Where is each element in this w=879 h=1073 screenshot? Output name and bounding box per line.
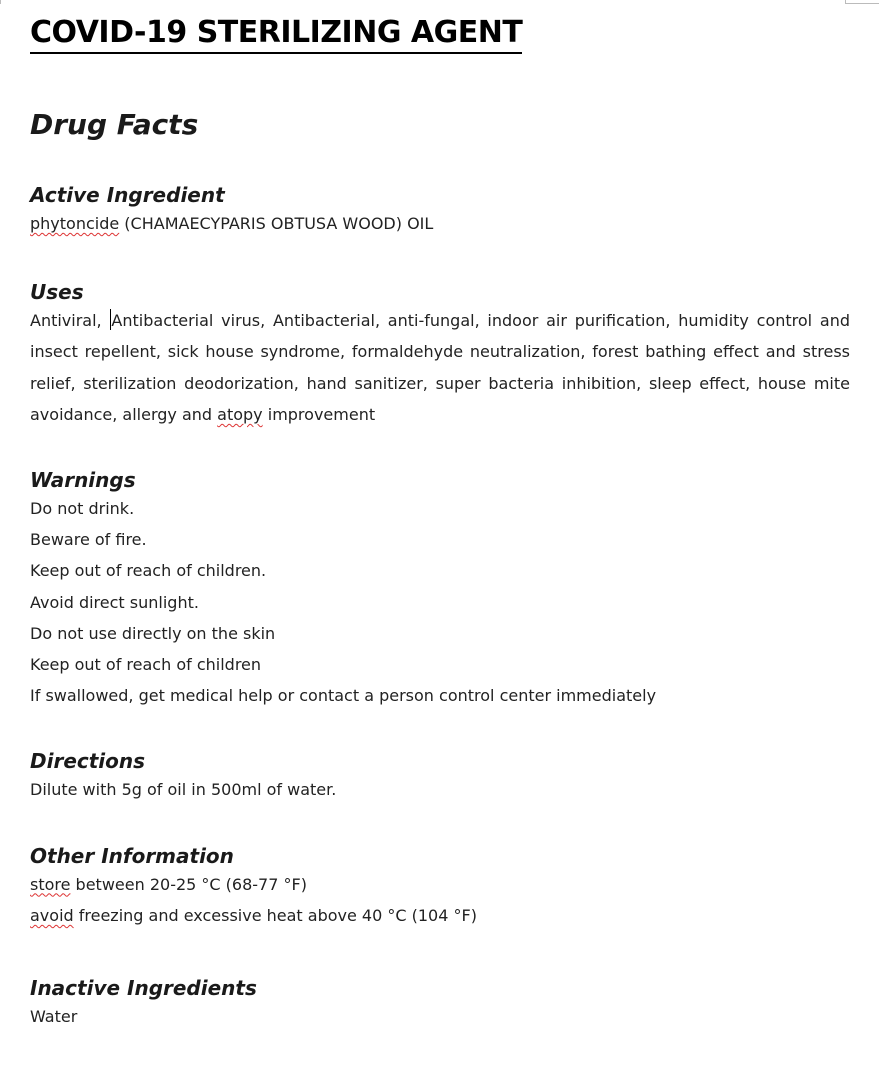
other-information-line-rest: freezing and excessive heat above 40 °C (104 °F)	[73, 905, 477, 925]
inactive-ingredients-text: Water	[30, 1007, 78, 1027]
other-information-line	[30, 869, 850, 900]
other-information-line	[30, 900, 850, 931]
active-ingredient-text	[30, 208, 850, 239]
directions-text: Dilute with 5g of oil in 500ml of water.	[30, 780, 337, 800]
warning-item: Keep out of reach of children.	[30, 561, 267, 581]
uses-body: Antibacterial virus, Antibacterial, anti-fungal, indoor air purification, humidity control and insect repellent, sick house syndrome, formaldehyde neutralization, forest bathing effect and stress relief, sterilization deodorization, hand sanitizer, super bacteria inhibition, sleep effect, house mite avoidance, allergy and	[30, 311, 851, 424]
warnings-heading: Warnings	[30, 468, 136, 493]
active-ingredient-rest: (CHAMAECYPARIS OBTUSA WOOD) OIL	[119, 214, 434, 233]
spellcheck-flagged-word[interactable]: phytoncide	[30, 214, 120, 233]
warning-item: Keep out of reach of children	[30, 655, 262, 675]
spellcheck-flagged-word[interactable]: store	[30, 874, 71, 894]
document-title: COVID-19 STERILIZING AGENT	[30, 14, 522, 54]
page-corner-marker-right	[845, 3, 879, 4]
document-body[interactable]	[30, 14, 850, 1032]
directions-heading: Directions	[30, 749, 146, 774]
uses-text	[30, 305, 850, 430]
warning-item: Avoid direct sunlight.	[30, 592, 199, 612]
active-ingredient-heading: Active Ingredient	[30, 183, 225, 207]
inactive-ingredients-heading: Inactive Ingredients	[30, 976, 257, 1001]
uses-tail: improvement	[262, 404, 376, 424]
drug-facts-heading: Drug Facts	[30, 108, 199, 141]
spellcheck-flagged-word[interactable]: atopy	[217, 404, 263, 424]
page-corner-marker-left	[0, 0, 1, 4]
warning-item: If swallowed, get medical help or contact a person control center immediately	[30, 686, 657, 706]
other-information-line-rest: between 20-25 °C (68-77 °F)	[70, 874, 307, 894]
warnings-list	[30, 493, 850, 711]
warning-item: Do not use directly on the skin	[30, 623, 276, 643]
spellcheck-flagged-word[interactable]: avoid	[30, 905, 74, 925]
warning-item: Do not drink.	[30, 499, 135, 519]
warning-item: Beware of fire.	[30, 530, 147, 550]
page-corner-marker-right-vertical	[845, 0, 846, 4]
uses-heading: Uses	[30, 280, 84, 305]
uses-lead: Antiviral,	[30, 311, 110, 331]
other-information-heading: Other Information	[30, 843, 234, 868]
